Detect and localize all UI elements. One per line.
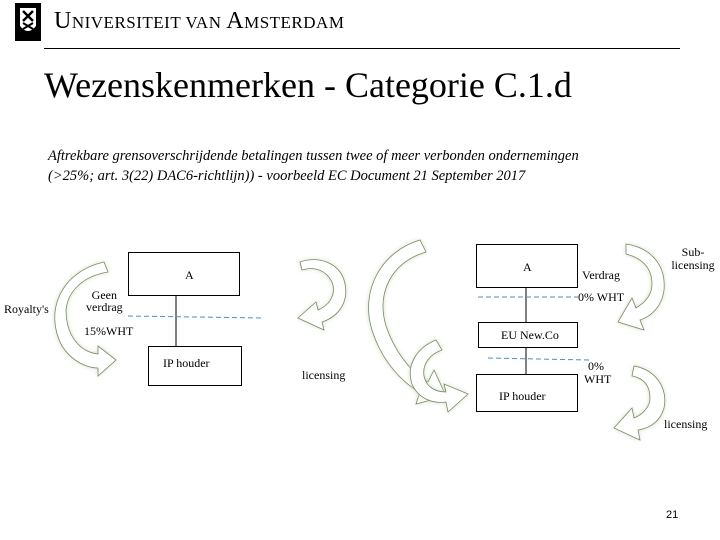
- right-treaty-label: Verdrag: [582, 268, 620, 282]
- left-ip-holder-label: IP houder: [163, 356, 210, 370]
- center-large-curved-arrow: [369, 240, 446, 404]
- right-wht-bottom-label-line-2: WHT: [584, 372, 612, 386]
- no-treaty-label-line-2: verdrag: [86, 300, 123, 314]
- university-name-initial-u: U: [54, 8, 72, 34]
- left-center-curved-arrow: [298, 260, 346, 330]
- page-number: 21: [666, 509, 679, 521]
- left-entity-a-label: A: [185, 268, 194, 282]
- right-dashed-line-bottom: [488, 358, 590, 360]
- right-ip-holder-box: [476, 374, 578, 412]
- left-wht-label: 15%WHT: [84, 324, 134, 338]
- no-treaty-label-line-1: Geen: [91, 288, 117, 302]
- university-name-initial-a: A: [226, 8, 245, 34]
- right-eu-newco-box: [478, 322, 578, 348]
- licensing-curved-arrow: [614, 366, 665, 440]
- subtitle-line-1: Aftrekbare grensoverschrijdende betalingen tussen twee of meer verbonden ondernemingen: [48, 148, 579, 164]
- royalties-curved-arrow: [55, 262, 116, 376]
- royalties-label: Royalty's: [4, 302, 49, 316]
- university-name-part-2: MSTERDAM: [244, 13, 345, 32]
- right-entity-a-box: [476, 244, 578, 288]
- sublicensing-label-line-2: licensing: [671, 258, 715, 272]
- university-name-part-1: NIVERSITEIT VAN: [71, 13, 227, 32]
- center-licensing-label: licensing: [302, 368, 346, 382]
- sublicensing-curved-arrow: [618, 244, 664, 330]
- right-entity-a-label: A: [523, 260, 532, 274]
- right-wht-bottom-label: [584, 360, 611, 386]
- sublicensing-label-line-1: Sub-: [681, 245, 705, 259]
- right-ip-holder-label: IP houder: [499, 389, 546, 403]
- slide-title: Wezenskenmerken - Categorie C.1.d: [44, 65, 572, 105]
- right-licensing-label: licensing: [664, 417, 708, 431]
- subtitle-line-2: (>25%; art. 3(22) DAC6-richtlijn)) - voorbeeld EC Document 21 September 2017: [48, 168, 526, 184]
- right-wht-bottom-label-line-1: 0%: [588, 359, 604, 373]
- right-eu-newco-label: EU New.Co: [501, 328, 559, 342]
- left-ip-holder-box: [148, 346, 242, 386]
- no-treaty-label: [86, 289, 123, 313]
- left-entity-a-box: [128, 252, 240, 296]
- left-dashed-line: [128, 316, 264, 318]
- sublicensing-label: [668, 246, 718, 272]
- right-wht-top-label: 0% WHT: [578, 290, 625, 304]
